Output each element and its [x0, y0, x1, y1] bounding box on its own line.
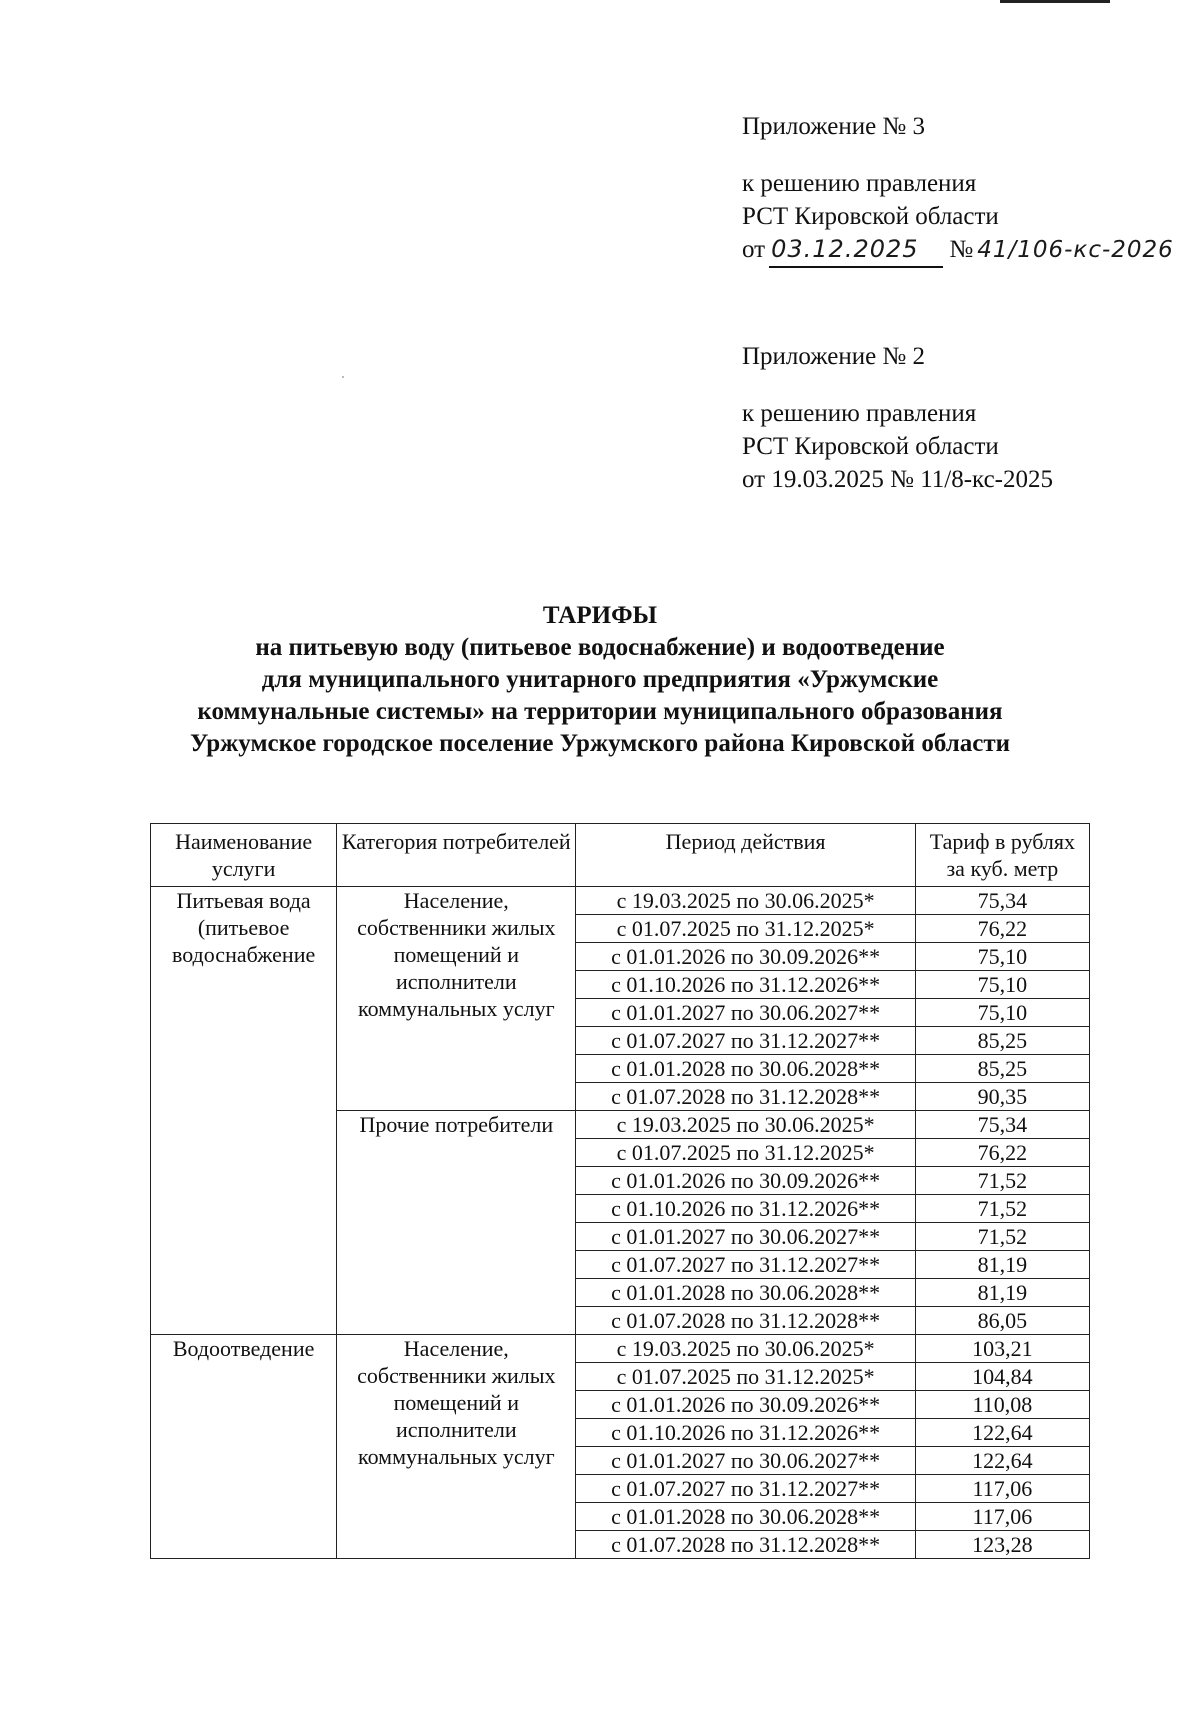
top-edge-mark — [1000, 0, 1110, 7]
period-cell: с 01.10.2026 по 31.12.2026** — [576, 971, 915, 999]
header-category: Категория потребителей — [337, 824, 576, 887]
annex-3-handwritten-date: 03.12.2025 — [769, 233, 943, 268]
period-cell: с 01.01.2026 по 30.09.2026** — [576, 1391, 915, 1419]
category-cell: Население, собственники жилых помещений и исполнители коммунальных услуг — [337, 1335, 576, 1559]
table-row — [151, 1335, 1090, 1363]
document-title — [0, 600, 1200, 760]
table-row — [151, 887, 1090, 915]
tariff-cell: 71,52 — [915, 1195, 1089, 1223]
annex-3-handwritten-number: 41/106-кс-2026 — [977, 237, 1174, 263]
tariff-cell: 71,52 — [915, 1167, 1089, 1195]
period-cell: с 01.10.2026 по 31.12.2026** — [576, 1419, 915, 1447]
tariff-cell: 123,28 — [915, 1531, 1089, 1559]
period-cell: с 01.01.2028 по 30.06.2028** — [576, 1055, 915, 1083]
annex-2-title: Приложение № 2 — [742, 343, 926, 370]
tariff-cell: 75,10 — [915, 999, 1089, 1027]
tariff-cell: 81,19 — [915, 1279, 1089, 1307]
tariff-cell: 75,34 — [915, 1111, 1089, 1139]
period-cell: с 01.07.2025 по 31.12.2025* — [576, 1139, 915, 1167]
tariff-cell: 85,25 — [915, 1027, 1089, 1055]
title-line-2: на питьевую воду (питьевое водоснабжение) и водоотведение — [255, 634, 945, 661]
category-cell: Население, собственники жилых помещений и исполнители коммунальных услуг — [337, 887, 576, 1111]
title-line-4: коммунальные системы» на территории муниципального образования — [197, 698, 1003, 725]
annex-3-num-label: № — [949, 236, 974, 263]
annex-2-line1: к решению правления — [742, 400, 977, 427]
tariff-cell: 85,25 — [915, 1055, 1089, 1083]
annex-3-header — [742, 110, 1174, 268]
tariff-cell: 122,64 — [915, 1419, 1089, 1447]
tariff-cell: 122,64 — [915, 1447, 1089, 1475]
period-cell: с 01.01.2028 по 30.06.2028** — [576, 1279, 915, 1307]
tariff-cell: 90,35 — [915, 1083, 1089, 1111]
period-cell: с 19.03.2025 по 30.06.2025* — [576, 887, 915, 915]
annex-2-line2: РСТ Кировской области — [742, 433, 999, 460]
annex-2-line3: от 19.03.2025 № 11/8-кс-2025 — [742, 466, 1053, 493]
tariff-cell: 75,34 — [915, 887, 1089, 915]
annex-3-number-line — [742, 233, 1174, 268]
service-cell: Питьевая вода (питьевое водоснабжение — [151, 887, 337, 1335]
period-cell: с 19.03.2025 по 30.06.2025* — [576, 1111, 915, 1139]
tariff-cell: 117,06 — [915, 1503, 1089, 1531]
period-cell: с 01.01.2027 по 30.06.2027** — [576, 1223, 915, 1251]
tariff-cell: 75,10 — [915, 971, 1089, 999]
annex-2-header — [742, 340, 1053, 496]
table-body — [151, 887, 1090, 1559]
annex-3-from-label: от — [742, 236, 766, 263]
tariff-cell: 76,22 — [915, 1139, 1089, 1167]
header-tariff: Тариф в рублях за куб. метр — [915, 824, 1089, 887]
period-cell: с 01.07.2027 по 31.12.2027** — [576, 1475, 915, 1503]
table-header-row — [151, 824, 1090, 887]
tariff-cell: 103,21 — [915, 1335, 1089, 1363]
tariff-cell: 76,22 — [915, 915, 1089, 943]
annex-3-line2: РСТ Кировской области — [742, 203, 999, 230]
title-line-5: Уржумское городское поселение Уржумского района Кировской области — [189, 730, 1011, 757]
tariff-cell: 104,84 — [915, 1363, 1089, 1391]
header-period: Период действия — [576, 824, 915, 887]
period-cell: с 01.01.2026 по 30.09.2026** — [576, 1167, 915, 1195]
service-cell: Водоотведение — [151, 1335, 337, 1559]
title-line-1: ТАРИФЫ — [542, 602, 658, 629]
scan-speck — [342, 376, 344, 378]
tariff-cell: 86,05 — [915, 1307, 1089, 1335]
category-cell: Прочие потребители — [337, 1111, 576, 1335]
period-cell: с 01.07.2028 по 31.12.2028** — [576, 1531, 915, 1559]
tariff-cell: 71,52 — [915, 1223, 1089, 1251]
period-cell: с 01.01.2028 по 30.06.2028** — [576, 1503, 915, 1531]
period-cell: с 01.01.2027 по 30.06.2027** — [576, 999, 915, 1027]
period-cell: с 01.07.2027 по 31.12.2027** — [576, 1027, 915, 1055]
period-cell: с 01.07.2028 по 31.12.2028** — [576, 1307, 915, 1335]
period-cell: с 01.07.2027 по 31.12.2027** — [576, 1251, 915, 1279]
period-cell: с 01.07.2028 по 31.12.2028** — [576, 1083, 915, 1111]
tariff-cell: 75,10 — [915, 943, 1089, 971]
header-service: Наименование услуги — [151, 824, 337, 887]
period-cell: с 01.01.2027 по 30.06.2027** — [576, 1447, 915, 1475]
annex-3-title: Приложение № 3 — [742, 113, 926, 140]
period-cell: с 01.07.2025 по 31.12.2025* — [576, 915, 915, 943]
title-line-3: для муниципального унитарного предприятия «Уржумские — [261, 666, 939, 693]
period-cell: с 01.07.2025 по 31.12.2025* — [576, 1363, 915, 1391]
period-cell: с 19.03.2025 по 30.06.2025* — [576, 1335, 915, 1363]
tariffs-table — [150, 823, 1090, 1559]
tariff-cell: 117,06 — [915, 1475, 1089, 1503]
tariff-cell: 81,19 — [915, 1251, 1089, 1279]
annex-3-line1: к решению правления — [742, 170, 977, 197]
period-cell: с 01.10.2026 по 31.12.2026** — [576, 1195, 915, 1223]
period-cell: с 01.01.2026 по 30.09.2026** — [576, 943, 915, 971]
tariff-cell: 110,08 — [915, 1391, 1089, 1419]
